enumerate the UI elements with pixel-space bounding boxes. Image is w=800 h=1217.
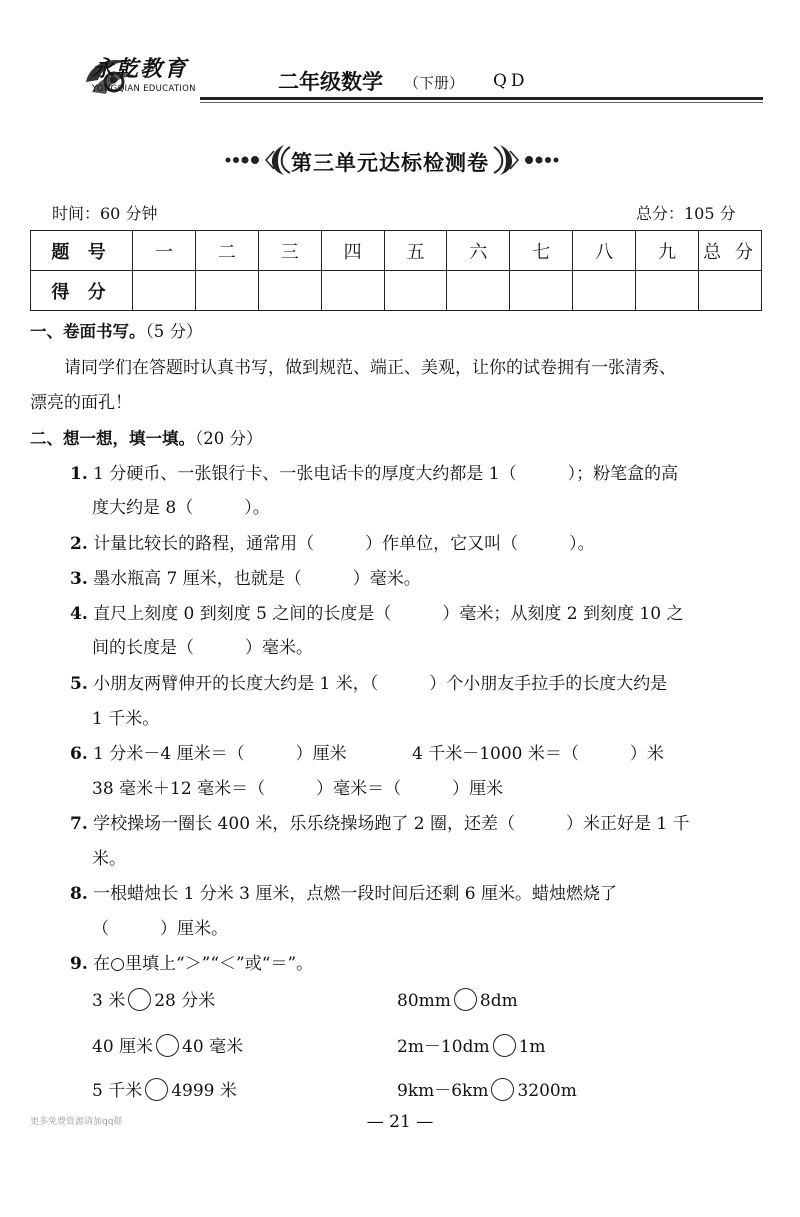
compare-item bbox=[397, 1078, 577, 1103]
question-number: 7. bbox=[70, 814, 88, 834]
score-table-header-row bbox=[31, 231, 762, 271]
question-3 bbox=[70, 567, 421, 591]
score-input-cell[interactable] bbox=[573, 271, 636, 311]
header-title: 二年级数学 bbox=[278, 70, 383, 94]
compare-right: 8dm bbox=[479, 991, 518, 1011]
section-1-points: （5 分） bbox=[145, 322, 203, 341]
question-5-line-1 bbox=[70, 672, 667, 696]
score-header-cell: 五 bbox=[384, 231, 447, 271]
logo-name: 永乾教育 bbox=[92, 56, 189, 82]
header-rule bbox=[200, 97, 763, 100]
compare-left: 3 米 bbox=[92, 991, 126, 1011]
question-text: 学校操场一圈长 400 米，乐乐绕操场跑了 2 圈，还差（ ）米正好是 1 千 bbox=[87, 814, 690, 834]
compare-right: 28 分米 bbox=[154, 991, 216, 1011]
exam-total-score: 总分：105 分 bbox=[636, 204, 736, 223]
compare-right: 40 毫米 bbox=[182, 1037, 244, 1057]
question-number: 9. bbox=[70, 954, 88, 974]
question-number: 1. bbox=[70, 464, 88, 484]
compare-left: 5 千米 bbox=[92, 1081, 143, 1101]
score-header-cell: 八 bbox=[573, 231, 636, 271]
compare-left: 9km－6km bbox=[397, 1081, 489, 1101]
question-number: 6. bbox=[70, 744, 88, 764]
compare-item bbox=[397, 1034, 546, 1059]
question-number: 2. bbox=[70, 534, 88, 554]
page-number: — 21 — bbox=[366, 1112, 434, 1132]
question-9 bbox=[70, 952, 313, 976]
score-input-cell[interactable] bbox=[699, 271, 762, 311]
question-text: 1 分硬币、一张银行卡、一张电话卡的厚度大约都是 1（ ）；粉笔盒的高 bbox=[87, 464, 679, 484]
score-header-cell: 四 bbox=[321, 231, 384, 271]
watermark-stamp: 更多免费资源请加qq群 bbox=[30, 1117, 123, 1127]
score-input-cell[interactable] bbox=[195, 271, 258, 311]
score-header-cell: 题 号 bbox=[31, 231, 133, 271]
compare-circle-icon[interactable] bbox=[145, 1078, 168, 1101]
question-number: 4. bbox=[70, 604, 88, 624]
compare-left: 2m－10dm bbox=[397, 1037, 490, 1057]
score-header-cell: 一 bbox=[133, 231, 196, 271]
score-input-cell[interactable] bbox=[384, 271, 447, 311]
question-7-line-1 bbox=[70, 812, 690, 836]
score-table bbox=[30, 230, 762, 311]
header-rule-thin bbox=[200, 102, 763, 103]
score-input-cell[interactable] bbox=[636, 271, 699, 311]
compare-circle-icon[interactable] bbox=[128, 988, 151, 1011]
question-text: 墨水瓶高 7 厘米，也就是（ ）毫米。 bbox=[87, 569, 421, 589]
question-number: 3. bbox=[70, 569, 88, 589]
section-1-title: 一、卷面书写。 bbox=[30, 322, 146, 341]
score-input-cell[interactable] bbox=[133, 271, 196, 311]
score-input-cell[interactable] bbox=[258, 271, 321, 311]
question-text: 在○里填上“＞”“＜”或“＝”。 bbox=[87, 954, 314, 974]
score-input-cell[interactable] bbox=[447, 271, 510, 311]
question-number: 5. bbox=[70, 674, 88, 694]
question-7-line-2: 米。 bbox=[92, 849, 126, 869]
compare-circle-icon[interactable] bbox=[156, 1034, 179, 1057]
score-header-cell: 总 分 bbox=[699, 231, 762, 271]
section-1-heading bbox=[30, 320, 203, 344]
question-text: 一根蜡烛长 1 分米 3 厘米，点燃一段时间后还剩 6 厘米。蜡烛燃烧了 bbox=[87, 884, 618, 904]
score-header-cell: 二 bbox=[195, 231, 258, 271]
question-text: 1 分米－4 厘米＝（ ）厘米 bbox=[87, 744, 347, 764]
logo-english-name: YONGQIAN EDUCATION bbox=[92, 84, 196, 94]
section-2-title: 二、想一想，填一填。 bbox=[30, 429, 195, 448]
question-2 bbox=[70, 532, 595, 556]
score-header-cell: 九 bbox=[636, 231, 699, 271]
compare-circle-icon[interactable] bbox=[493, 1034, 516, 1057]
score-input-cell[interactable] bbox=[510, 271, 573, 311]
score-header-cell: 三 bbox=[258, 231, 321, 271]
compare-item bbox=[92, 988, 215, 1013]
compare-left: 80mm bbox=[397, 991, 451, 1011]
compare-item bbox=[92, 1034, 243, 1059]
score-input-cell[interactable] bbox=[321, 271, 384, 311]
compare-right: 1m bbox=[518, 1037, 546, 1057]
exam-time: 时间：60 分钟 bbox=[52, 204, 158, 223]
question-6-line-1b: 4 千米－1000 米＝（ ）米 bbox=[412, 744, 664, 764]
section-1-text-line-2: 漂亮的面孔！ bbox=[30, 393, 132, 413]
question-6-line-2: 38 毫米＋12 毫米＝（ ）毫米＝（ ）厘米 bbox=[92, 779, 504, 799]
header-edition: QD bbox=[493, 71, 529, 91]
question-8-line-2: （ ）厘米。 bbox=[92, 919, 228, 939]
score-header-cell: 六 bbox=[447, 231, 510, 271]
question-text: 计量比较长的路程，通常用（ ）作单位，它又叫（ ）。 bbox=[87, 534, 595, 554]
score-table-score-row bbox=[31, 271, 762, 311]
compare-circle-icon[interactable] bbox=[491, 1078, 514, 1101]
question-4-line-2: 间的长度是（ ）毫米。 bbox=[92, 638, 313, 658]
score-header-cell: 七 bbox=[510, 231, 573, 271]
compare-item bbox=[92, 1078, 237, 1103]
compare-right: 4999 米 bbox=[171, 1081, 237, 1101]
question-6-line-1a bbox=[70, 742, 347, 766]
compare-left: 40 厘米 bbox=[92, 1037, 154, 1057]
question-5-line-2: 1 千米。 bbox=[92, 709, 160, 729]
question-1-line-1 bbox=[70, 462, 678, 486]
question-number: 8. bbox=[70, 884, 88, 904]
section-2-heading bbox=[30, 427, 263, 451]
question-text: 小朋友两臂伸开的长度大约是 1 米，（ ）个小朋友手拉手的长度大约是 bbox=[87, 674, 668, 694]
header-volume: （下册） bbox=[404, 74, 465, 92]
compare-circle-icon[interactable] bbox=[454, 988, 477, 1011]
question-8-line-1 bbox=[70, 882, 617, 906]
question-1-line-2: 度大约是 8（ ）。 bbox=[92, 498, 270, 518]
question-4-line-1 bbox=[70, 602, 683, 626]
section-1-text-line-1: 请同学们在答题时认真书写，做到规范、端正、美观，让你的试卷拥有一张清秀、 bbox=[64, 358, 676, 378]
compare-right: 3200m bbox=[517, 1081, 577, 1101]
question-text: 直尺上刻度 0 到刻度 5 之间的长度是（ ）毫米；从刻度 2 到刻度 10 之 bbox=[87, 604, 684, 624]
section-2-points: （20 分） bbox=[195, 429, 263, 448]
score-row-label: 得 分 bbox=[31, 271, 133, 311]
compare-item bbox=[397, 988, 518, 1013]
unit-title: 第三单元达标检测卷 bbox=[291, 151, 489, 175]
